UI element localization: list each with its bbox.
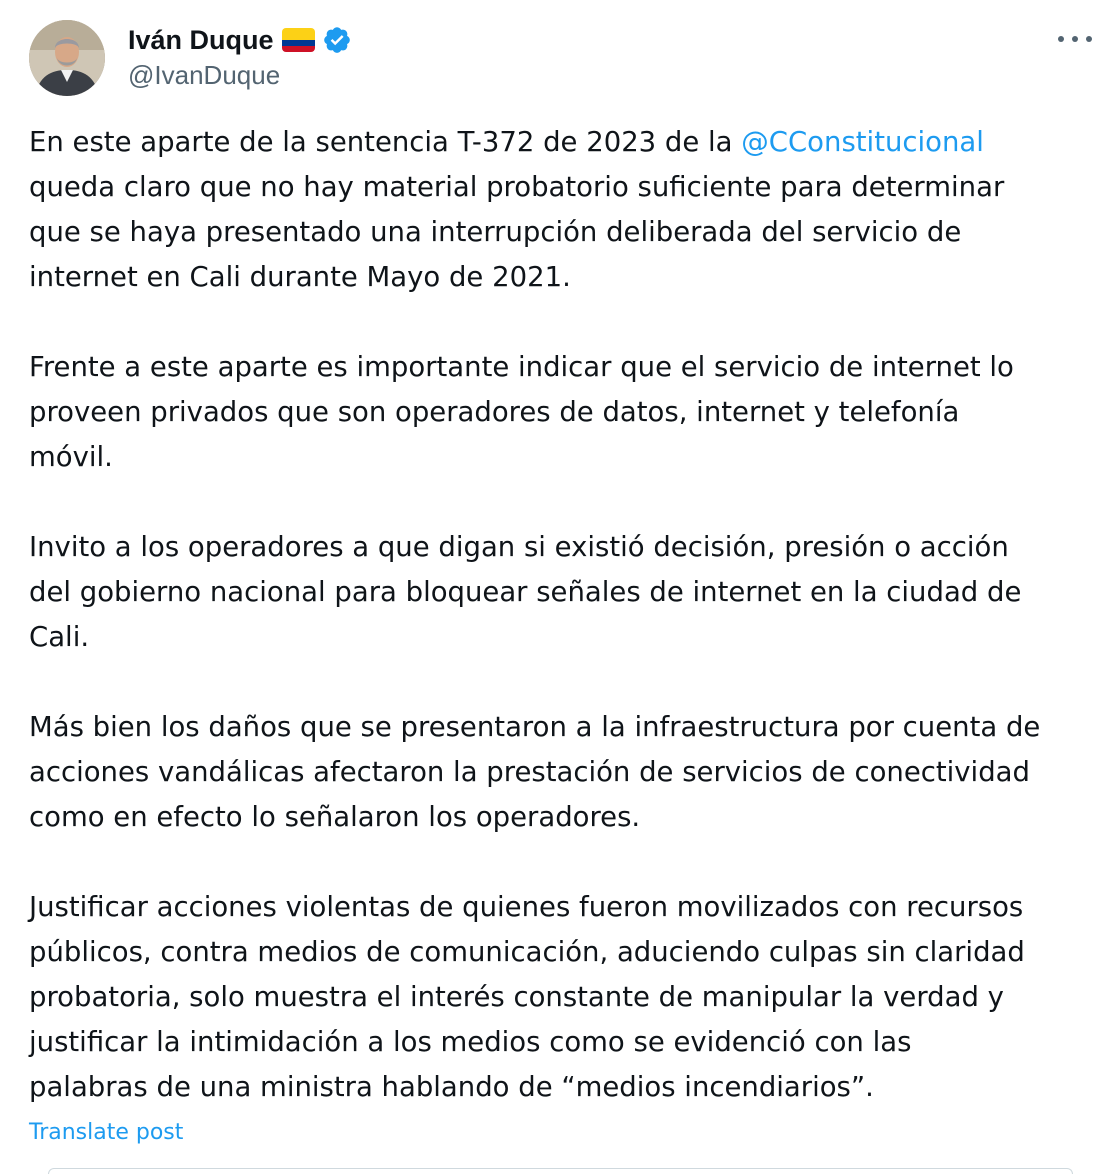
dot (1072, 36, 1078, 42)
post-paragraph (29, 525, 1104, 660)
post-line: del gobierno nacional para bloquear señales de internet en la ciudad de (29, 576, 1022, 608)
post-line: que se haya presentado una interrupción deliberada del servicio de (29, 216, 962, 248)
author-display-name[interactable]: Iván Duque (128, 24, 274, 55)
verified-badge-icon[interactable] (322, 25, 352, 55)
post-line: proveen privados que son operadores de datos, internet y telefonía (29, 396, 960, 428)
embedded-card-edge (48, 1168, 1073, 1174)
paragraph-gap (29, 480, 1104, 525)
profile-photo-icon (29, 20, 105, 96)
post-line: probatoria, solo muestra el interés constante de manipular la verdad y (29, 981, 1004, 1013)
post-line: Frente a este aparte es importante indicar que el servicio de internet lo (29, 351, 1014, 383)
post-line (29, 120, 1104, 165)
avatar[interactable] (29, 20, 105, 96)
translate-post-link[interactable]: Translate post (29, 1120, 184, 1145)
post-line: queda claro que no hay material probatorio suficiente para determinar (29, 171, 1005, 203)
post-text (29, 120, 1104, 1110)
post-line-text: En este aparte de la sentencia T-372 de 2023 de la (29, 126, 742, 158)
author-name-row[interactable] (128, 22, 352, 58)
post-line: públicos, contra medios de comunicación, aduciendo culpas sin claridad (29, 936, 1025, 968)
post-line: internet en Cali durante Mayo de 2021. (29, 261, 571, 293)
paragraph-gap (29, 660, 1104, 705)
dot (1058, 36, 1064, 42)
post-line: móvil. (29, 441, 113, 473)
post-line: Justificar acciones violentas de quienes fueron movilizados con recursos (29, 891, 1024, 923)
post-line: justificar la intimidación a los medios como se evidenció con las (29, 1026, 912, 1058)
colombia-flag-icon (282, 28, 315, 52)
more-options-icon[interactable] (1058, 28, 1092, 50)
paragraph-gap (29, 840, 1104, 885)
paragraph-gap (29, 300, 1104, 345)
post-line: Invito a los operadores a que digan si existió decisión, presión o acción (29, 531, 1009, 563)
post-line: palabras de una ministra hablando de “medios incendiarios”. (29, 1071, 874, 1103)
dot (1086, 36, 1092, 42)
post-paragraph (29, 120, 1104, 300)
post-paragraph (29, 705, 1104, 840)
post-paragraph (29, 885, 1104, 1110)
mention-link[interactable]: @CConstitucional (741, 126, 984, 158)
post-line: Más bien los daños que se presentaron a la infraestructura por cuenta de (29, 711, 1041, 743)
post-line: acciones vandálicas afectaron la prestación de servicios de conectividad (29, 756, 1030, 788)
post-line: como en efecto lo señalaron los operadores. (29, 801, 641, 833)
author-handle[interactable]: @IvanDuque (128, 60, 281, 90)
post-paragraph (29, 345, 1104, 480)
post-line: Cali. (29, 621, 90, 653)
